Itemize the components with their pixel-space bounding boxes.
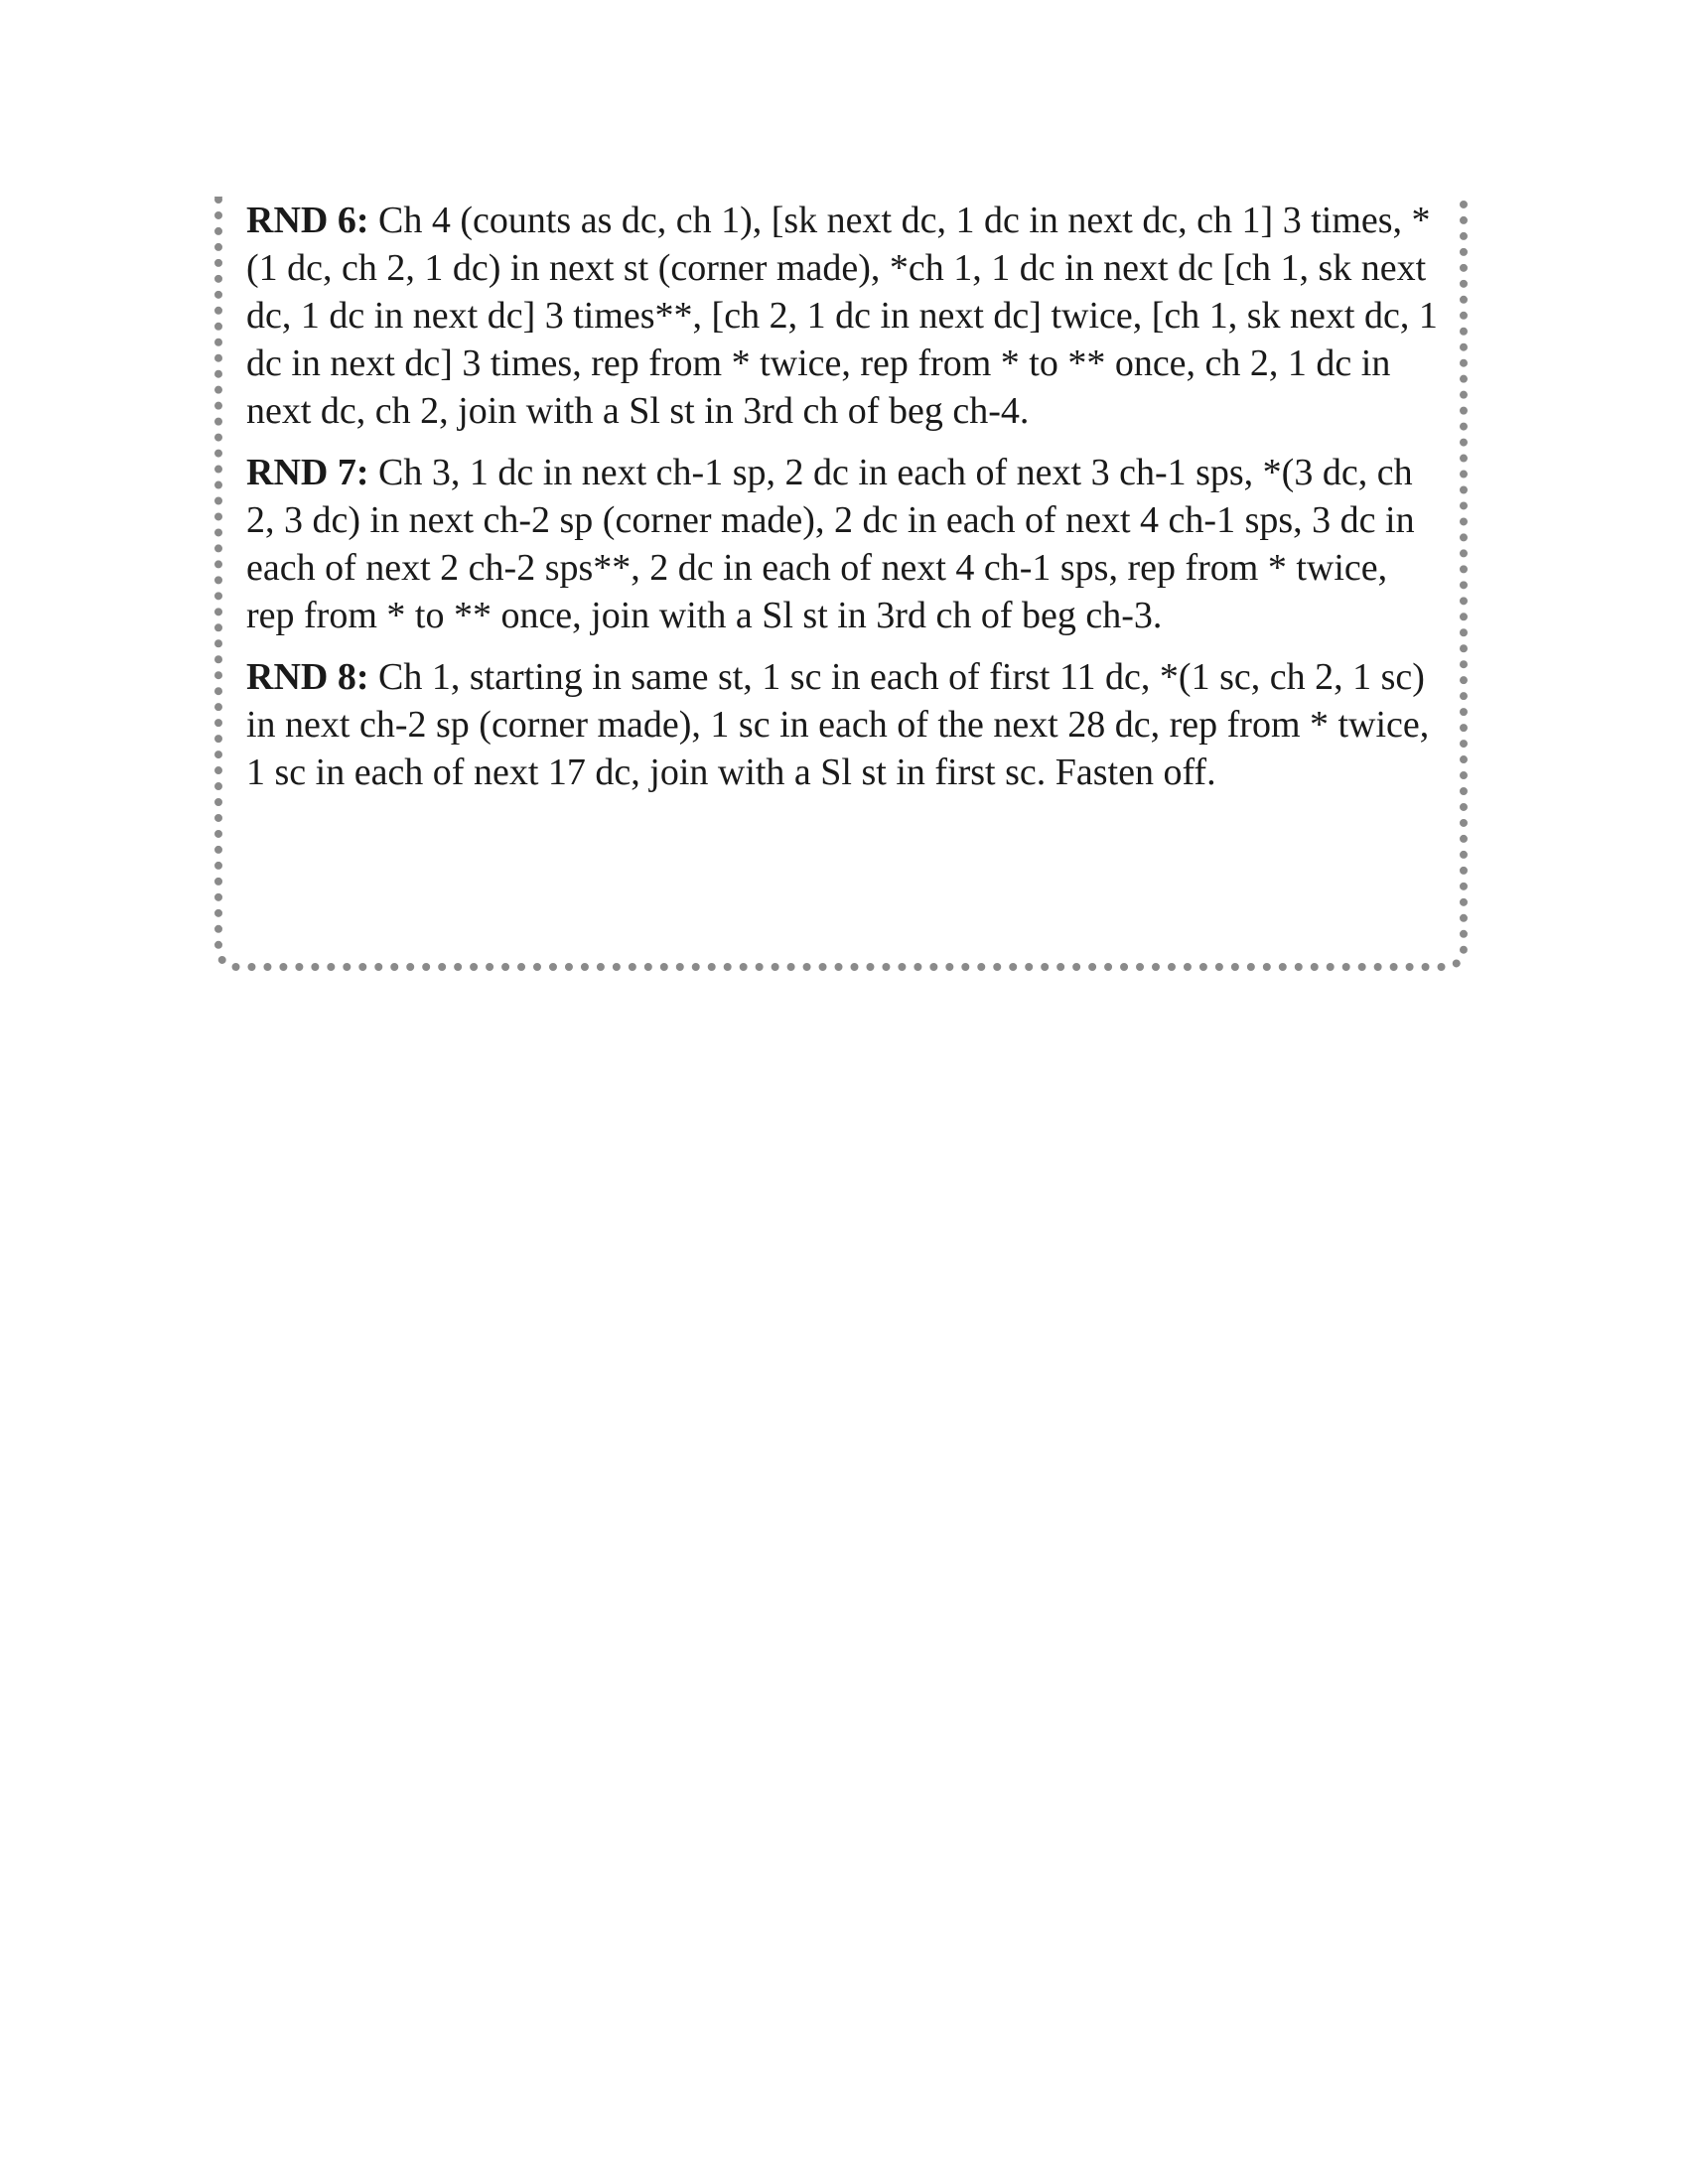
round-7-label: RND 7: — [246, 452, 369, 493]
round-8-text: Ch 1, starting in same st, 1 sc in each of first 11 dc, *(1 sc, ch 2, 1 sc) in next ch-2 sp (corner made), 1 sc in each of the next 28 dc, rep from * twice, 1 sc in each of next 17 dc, join with a Sl st in first sc. Fasten off. — [246, 656, 1430, 793]
round-7-paragraph — [246, 449, 1438, 639]
round-6-text: Ch 4 (counts as dc, ch 1), [sk next dc, 1 dc in next dc, ch 1] 3 times, *(1 dc, ch 2, 1 dc) in next st (corner made), *ch 1, 1 dc in next dc [ch 1, sk next dc, 1 dc in next dc] 3 times**, [ch 2, 1 dc in next dc] twice, [ch 1, sk next dc, 1 dc in next dc] 3 times, rep from * twice, rep from * to ** once, ch 2, 1 dc in next dc, ch 2, join with a Sl st in 3rd ch of beg ch-4. — [246, 200, 1438, 432]
round-8-label: RND 8: — [246, 656, 369, 698]
round-6-label: RND 6: — [246, 200, 369, 241]
round-6-paragraph — [246, 197, 1438, 435]
round-7-text: Ch 3, 1 dc in next ch-1 sp, 2 dc in each of next 3 ch-1 sps, *(3 dc, ch 2, 3 dc) in next ch-2 sp (corner made), 2 dc in each of next 4 ch-1 sps, 3 dc in each of next 2 ch-2 sps**, 2 dc in each of next 4 ch-1 sps, rep from * twice, rep from * to ** once, join with a Sl st in 3rd ch of beg ch-3. — [246, 452, 1415, 636]
round-instructions — [246, 197, 1438, 810]
round-8-paragraph — [246, 653, 1438, 796]
